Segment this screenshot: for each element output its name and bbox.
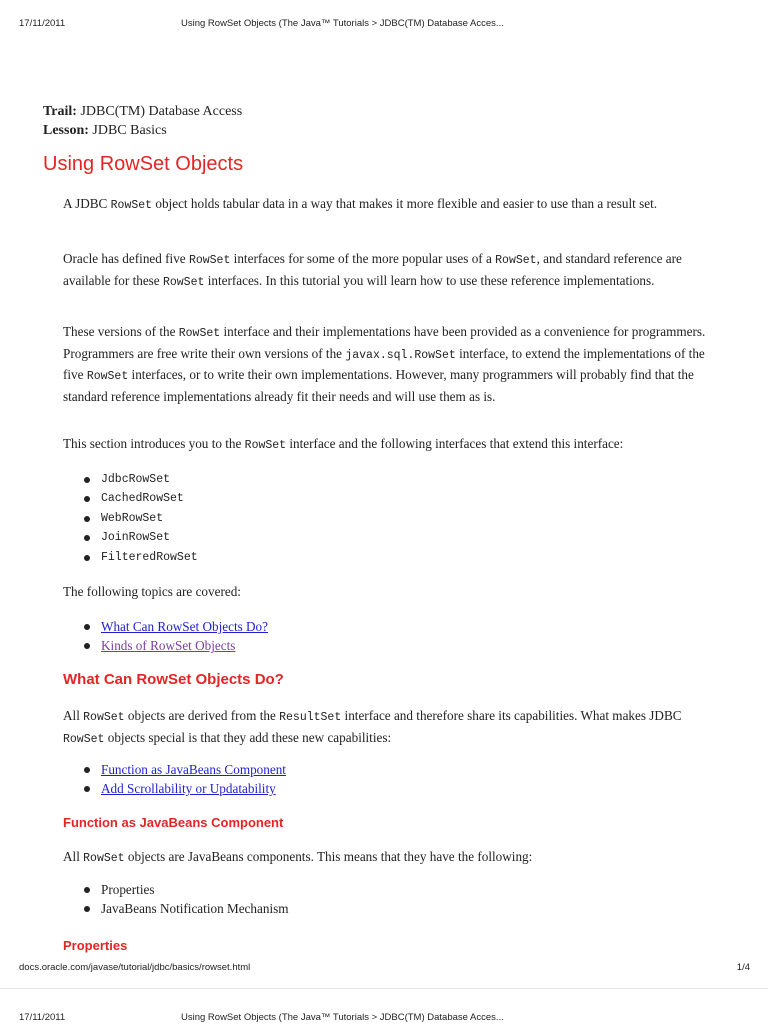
intro-paragraph-4: This section introduces you to the RowSet interface and the following interfaces that extend this interface:: [63, 436, 624, 452]
list-item: FilteredRowSet: [63, 548, 198, 567]
lesson-link[interactable]: JDBC Basics: [92, 123, 167, 138]
section-heading-properties: Properties: [63, 938, 128, 953]
javabeans-paragraph: All RowSet objects are JavaBeans components. This means that they have the following:: [63, 849, 533, 865]
intro-paragraph-2: Oracle has defined five RowSet interfaces for some of the more popular uses of a RowSet, and standard reference are available for these RowSet interfaces. In this tutorial you will learn how to use these reference implementations.: [63, 251, 682, 289]
lesson-breadcrumb: [43, 123, 167, 139]
topics-list: [63, 617, 268, 656]
rowset-interface-list: [63, 470, 198, 567]
lesson-label: Lesson:: [43, 123, 89, 138]
intro-paragraph-1: A JDBC RowSet object holds tabular data in a way that makes it more flexible and easier to use than a result set.: [63, 196, 658, 212]
topics-intro: The following topics are covered:: [63, 584, 241, 599]
next-print-date: 17/11/2011: [19, 1012, 66, 1023]
list-item: [63, 617, 268, 636]
list-item: [63, 760, 286, 779]
trail-breadcrumb: [43, 104, 242, 120]
list-item: Properties: [63, 880, 289, 899]
section-heading-javabeans: Function as JavaBeans Component: [63, 815, 284, 830]
what-can-paragraph: All RowSet objects are derived from the ResultSet interface and therefore share its capabilities. What makes JDBC RowSet objects special is that they add these new capabilities:: [63, 708, 682, 746]
page-title: Using RowSet Objects: [43, 153, 244, 175]
link-javabeans-component[interactable]: Function as JavaBeans Component: [101, 762, 286, 777]
print-date: 17/11/2011: [19, 18, 66, 29]
link-scrollability[interactable]: Add Scrollability or Updatability: [101, 781, 276, 797]
list-item: JavaBeans Notification Mechanism: [63, 899, 289, 918]
list-item: WebRowSet: [63, 509, 198, 528]
print-page-title: Using RowSet Objects (The Java™ Tutorials > JDBC(TM) Database Acces...: [181, 18, 504, 29]
list-item: [63, 779, 286, 798]
trail-link[interactable]: JDBC(TM) Database Access: [80, 104, 243, 119]
section-heading-what-can: What Can RowSet Objects Do?: [63, 671, 284, 688]
topic-link-what-can[interactable]: What Can RowSet Objects Do?: [101, 619, 269, 634]
list-item: CachedRowSet: [63, 489, 198, 508]
page-number: 1/4: [736, 962, 750, 973]
list-item: JoinRowSet: [63, 528, 198, 547]
print-url: docs.oracle.com/javase/tutorial/jdbc/basics/rowset.html: [19, 962, 251, 973]
page-divider: [0, 988, 768, 989]
topic-link-kinds[interactable]: Kinds of RowSet Objects: [101, 638, 236, 654]
intro-paragraph-3: These versions of the RowSet interface and their implementations have been provided as a convenience for programmers. Programmers are free write their own versions of the javax.sql.RowSet interface, to extend the implementations of the five RowSet interfaces, or to write their own implementations. However, many programmers will probably find that the standard reference implementations already fit their needs and will use them as is.: [63, 324, 706, 404]
list-item: JdbcRowSet: [63, 470, 198, 489]
list-item: [63, 636, 268, 655]
trail-label: Trail:: [43, 104, 77, 119]
next-print-page-title: Using RowSet Objects (The Java™ Tutorials > JDBC(TM) Database Acces...: [181, 1012, 504, 1023]
javabeans-features-list: [63, 880, 289, 919]
code-rowset: RowSet: [110, 199, 153, 212]
capabilities-list: [63, 760, 286, 799]
